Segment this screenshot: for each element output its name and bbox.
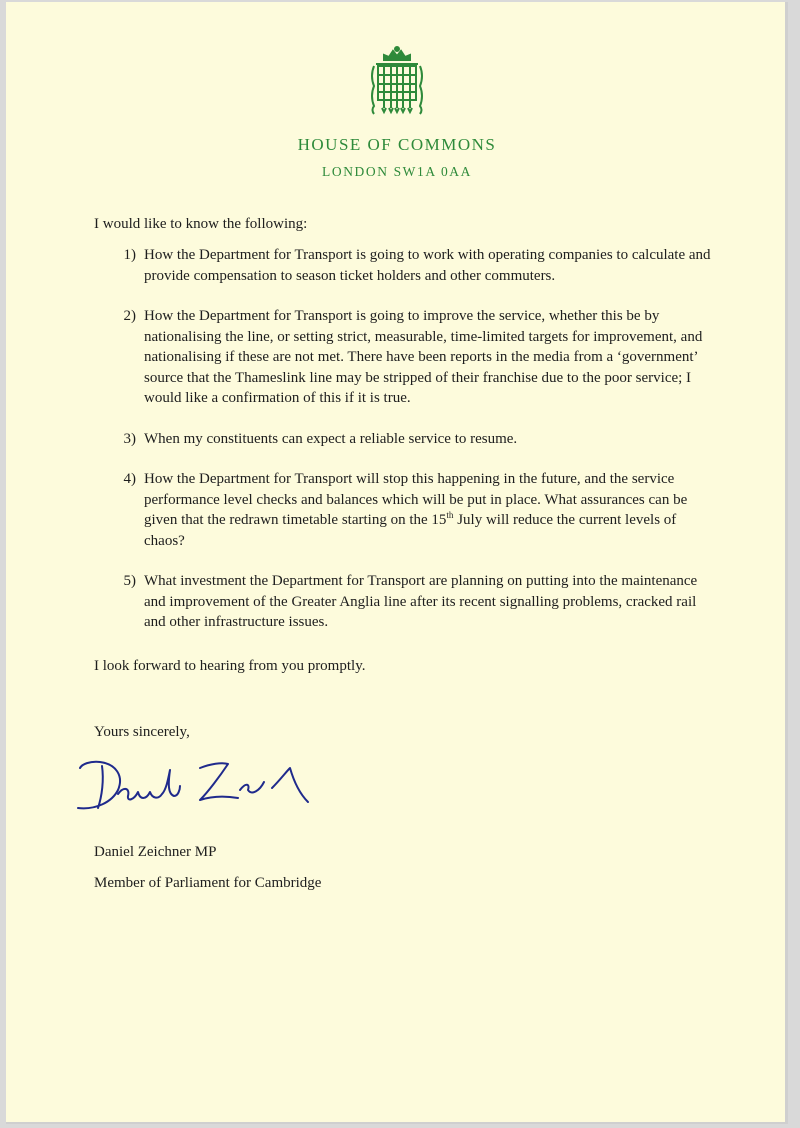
- list-item-text: [144, 245, 712, 286]
- list-item-text-part: When my constituents can expect a reliable service to resume.: [144, 430, 518, 447]
- question-list: [94, 245, 712, 653]
- list-item-text: [144, 469, 712, 551]
- ordinal-suffix: th: [446, 510, 454, 520]
- list-item: [94, 306, 712, 409]
- list-item-text: [144, 306, 712, 409]
- signatory-title: Member of Parliament for Cambridge: [94, 875, 322, 891]
- institution-address: LONDON SW1A 0AA: [322, 164, 472, 179]
- letter-intro: I would like to know the following:: [94, 216, 308, 232]
- list-item-number: 2): [123, 308, 136, 324]
- list-item-text: [144, 429, 712, 450]
- institution-name: HOUSE OF COMMONS: [297, 135, 497, 154]
- list-item: [94, 429, 712, 450]
- list-item-text-part: What investment the Department for Transport are planning on putting into the maintenance and improvement of the Greater Anglia line after its recent signalling problems, cracked rail and other infrastructure issues.: [144, 573, 698, 630]
- signatory-name: Daniel Zeichner MP: [94, 844, 217, 860]
- list-item-number: 1): [123, 247, 136, 263]
- list-item-text-part: How the Department for Transport is going to improve the service, whether this be by nationalising the line, or setting strict, measurable, time-limited targets for improvement, and nationalising if these are not met. There have been reports in the media from a ‘government’ source that the Thameslink line may be stripped of their franchise due to the poor service; I would like a confirmation of this if it is true.: [144, 308, 703, 406]
- handwritten-signature: [72, 750, 312, 822]
- list-item-text-part: July will reduce the current levels of chaos?: [144, 512, 677, 549]
- list-item-number: 3): [123, 430, 136, 447]
- list-item-text-part: How the Department for Transport will stop this happening in the future, and the service performance level checks and balances which will be put in place. What assurances can be given that the redrawn timetable starting on the 15: [144, 471, 688, 528]
- letter-page: [6, 2, 788, 1124]
- letter-signoff: Yours sincerely,: [94, 724, 190, 740]
- list-item-text: [144, 571, 712, 633]
- portcullis-crest-icon: [364, 46, 430, 116]
- list-item: [94, 571, 712, 633]
- list-item: [94, 469, 712, 551]
- list-item-number: 5): [123, 573, 136, 589]
- list-item: [94, 245, 712, 286]
- list-item-number: 4): [123, 471, 136, 487]
- letter-closing: I look forward to hearing from you promptly.: [94, 658, 366, 674]
- list-item-text-part: How the Department for Transport is going to work with operating companies to calculate and provide compensation to season ticket holders and other commuters.: [144, 247, 711, 284]
